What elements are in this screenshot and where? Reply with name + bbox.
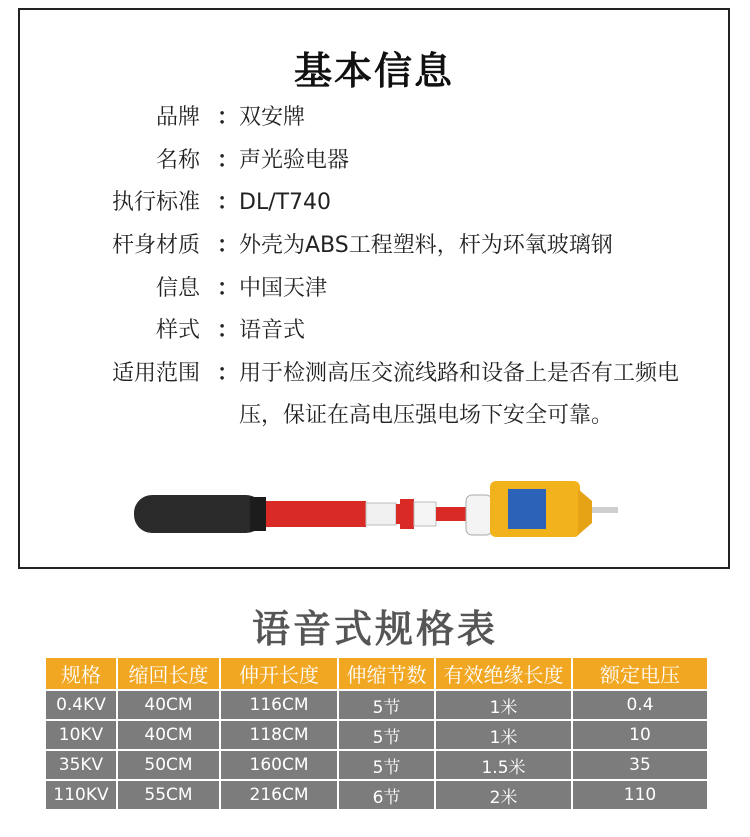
basic-info-title: 基本信息 [293,49,454,93]
info-colon: ： [217,318,240,343]
table-cell: 1.5米 [435,750,572,780]
info-value: 语音式 [239,318,306,343]
basic-info-panel [18,8,730,569]
table-cell: 160CM [220,750,338,780]
info-label: 样式 [155,318,200,343]
spec-table [44,656,709,811]
table-cell: 216CM [220,780,338,810]
voltage-detector-image [130,475,630,545]
table-cell: 0.4KV [45,690,117,720]
spec-header-row [45,657,708,690]
table-row [45,780,708,810]
table-cell: 6节 [338,780,435,810]
table-cell: 5节 [338,750,435,780]
table-row [45,720,708,750]
table-cell: 40CM [117,720,220,750]
spec-header-model: 规格 [45,657,117,690]
info-value: 用于检测高压交流线路和设备上是否有工频电压，保证在高电压强电场下安全可靠。 [239,361,680,428]
info-label: 名称 [155,148,200,173]
table-cell: 1米 [435,720,572,750]
table-cell: 116CM [220,690,338,720]
table-cell: 10 [572,720,708,750]
spec-header-rated-voltage: 额定电压 [572,657,708,690]
spec-header-retracted-length: 缩回长度 [117,657,220,690]
spec-table-title: 语音式规格表 [251,607,498,651]
table-cell: 118CM [220,720,338,750]
table-cell: 40CM [117,690,220,720]
table-cell: 2米 [435,780,572,810]
info-colon: ： [217,276,240,301]
info-colon: ： [217,361,240,386]
info-value: DL/T740 [239,190,332,215]
info-colon: ： [217,148,240,173]
info-label: 信息 [155,276,200,301]
info-colon: ： [217,105,240,130]
table-cell: 55CM [117,780,220,810]
info-label: 杆身材质 [111,233,200,258]
info-colon: ： [217,233,240,258]
table-cell: 35 [572,750,708,780]
table-cell: 35KV [45,750,117,780]
info-label: 执行标准 [111,190,200,215]
info-value: 中国天津 [239,276,328,301]
spec-header-insulation-length: 有效绝缘长度 [435,657,572,690]
table-cell: 10KV [45,720,117,750]
spec-header-sections: 伸缩节数 [338,657,435,690]
info-colon: ： [217,190,240,215]
table-cell: 50CM [117,750,220,780]
info-label: 品牌 [155,105,200,130]
table-cell: 110KV [45,780,117,810]
info-value: 外壳为ABS工程塑料，杆为环氧玻璃钢 [239,233,613,258]
info-value: 双安牌 [239,105,306,130]
table-row [45,690,708,720]
table-cell: 5节 [338,720,435,750]
table-row [45,750,708,780]
table-cell: 110 [572,780,708,810]
table-cell: 0.4 [572,690,708,720]
spec-header-extended-length: 伸开长度 [220,657,338,690]
table-cell: 1米 [435,690,572,720]
table-cell: 5节 [338,690,435,720]
info-value: 声光验电器 [239,148,350,173]
info-label: 适用范围 [111,361,200,386]
